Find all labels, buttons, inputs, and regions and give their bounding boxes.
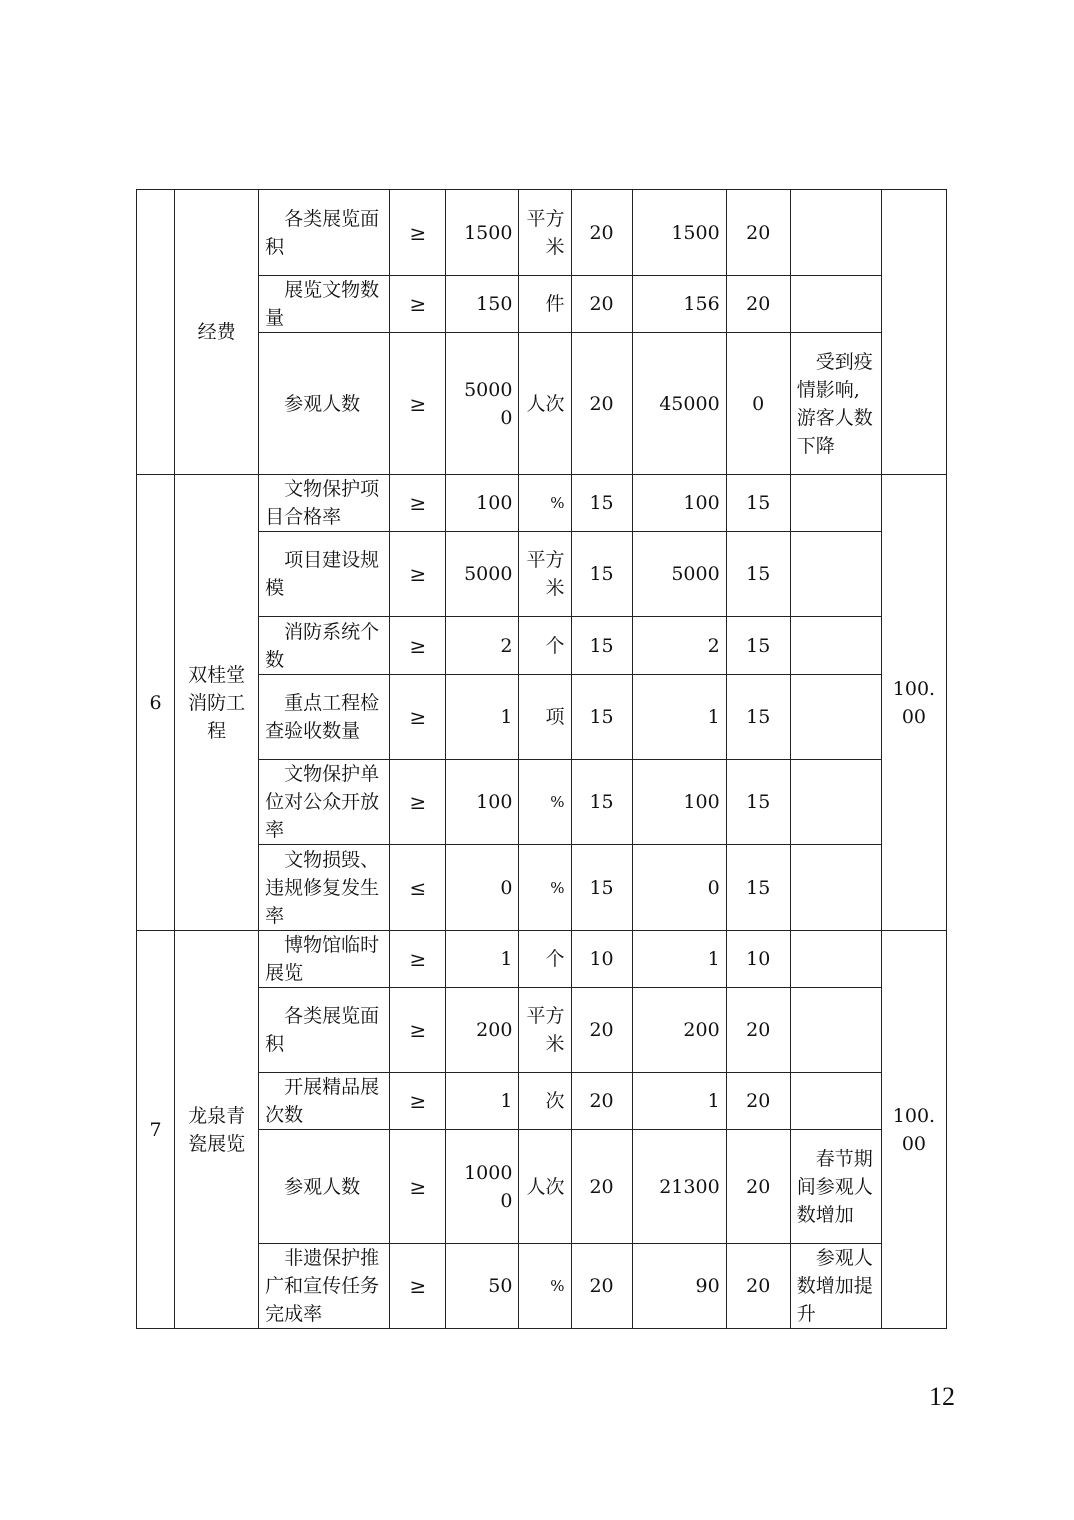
note-cell	[790, 1073, 881, 1130]
row-number-cell: 7	[137, 931, 175, 1329]
operator-cell: ≥	[390, 532, 446, 617]
unit-cell: 人次	[519, 333, 571, 475]
project-name-cell: 经费	[175, 190, 259, 475]
note-cell	[790, 988, 881, 1073]
row-number-cell	[137, 190, 175, 475]
score-cell: 20	[726, 190, 790, 276]
note-cell	[790, 845, 881, 931]
note-cell: 春节期间参观人数增加	[790, 1130, 881, 1244]
indicator-cell: 博物馆临时展览	[259, 931, 390, 988]
note-cell: 参观人数增加提升	[790, 1244, 881, 1329]
weight-cell: 20	[571, 988, 632, 1073]
score-cell: 15	[726, 675, 790, 760]
indicator-cell: 重点工程检查验收数量	[259, 675, 390, 760]
score-cell: 15	[726, 617, 790, 675]
indicator-cell: 项目建设规模	[259, 532, 390, 617]
table-row	[137, 988, 947, 1073]
score-cell: 15	[726, 845, 790, 931]
note-cell	[790, 617, 881, 675]
performance-table	[136, 189, 947, 1329]
total-score-cell: 100.00	[881, 931, 946, 1329]
unit-cell: 次	[519, 1073, 571, 1130]
target-cell: 100	[446, 760, 519, 845]
target-cell: 100	[446, 475, 519, 532]
weight-cell: 15	[571, 532, 632, 617]
actual-cell: 1	[632, 675, 726, 760]
table-row	[137, 845, 947, 931]
actual-cell: 1	[632, 1073, 726, 1130]
target-cell: 1	[446, 931, 519, 988]
indicator-cell: 参观人数	[259, 1130, 390, 1244]
target-cell: 1	[446, 1073, 519, 1130]
unit-cell: 个	[519, 617, 571, 675]
operator-cell: ≥	[390, 988, 446, 1073]
operator-cell: ≥	[390, 617, 446, 675]
note-cell	[790, 475, 881, 532]
weight-cell: 15	[571, 617, 632, 675]
weight-cell: 20	[571, 1244, 632, 1329]
score-cell: 20	[726, 1073, 790, 1130]
project-name-cell: 龙泉青瓷展览	[175, 931, 259, 1329]
indicator-cell: 各类展览面积	[259, 190, 390, 276]
total-score-cell: 100.00	[881, 475, 946, 931]
note-cell	[790, 760, 881, 845]
actual-cell: 100	[632, 760, 726, 845]
indicator-cell: 开展精品展次数	[259, 1073, 390, 1130]
operator-cell: ≥	[390, 1130, 446, 1244]
note-cell	[790, 931, 881, 988]
operator-cell: ≥	[390, 1244, 446, 1329]
table-row	[137, 1130, 947, 1244]
score-cell: 20	[726, 276, 790, 333]
target-cell: 0	[446, 845, 519, 931]
actual-cell: 1	[632, 931, 726, 988]
table-row	[137, 532, 947, 617]
target-cell: 1	[446, 675, 519, 760]
table-row	[137, 475, 947, 532]
weight-cell: 15	[571, 845, 632, 931]
indicator-cell: 非遗保护推广和宣传任务完成率	[259, 1244, 390, 1329]
operator-cell: ≥	[390, 190, 446, 276]
operator-cell: ≥	[390, 1073, 446, 1130]
note-cell: 受到疫情影响,游客人数下降	[790, 333, 881, 475]
actual-cell: 1500	[632, 190, 726, 276]
score-cell: 15	[726, 760, 790, 845]
table-row	[137, 675, 947, 760]
total-score-cell	[881, 190, 946, 475]
score-cell: 15	[726, 532, 790, 617]
table-row	[137, 1073, 947, 1130]
unit-cell: %	[519, 845, 571, 931]
note-cell	[790, 190, 881, 276]
weight-cell: 20	[571, 333, 632, 475]
operator-cell: ≥	[390, 276, 446, 333]
indicator-cell: 各类展览面积	[259, 988, 390, 1073]
table-row	[137, 760, 947, 845]
note-cell	[790, 532, 881, 617]
operator-cell: ≥	[390, 333, 446, 475]
actual-cell: 0	[632, 845, 726, 931]
weight-cell: 20	[571, 190, 632, 276]
indicator-cell: 文物保护项目合格率	[259, 475, 390, 532]
unit-cell: 项	[519, 675, 571, 760]
target-cell: 50	[446, 1244, 519, 1329]
weight-cell: 20	[571, 276, 632, 333]
unit-cell: 人次	[519, 1130, 571, 1244]
operator-cell: ≥	[390, 675, 446, 760]
note-cell	[790, 276, 881, 333]
unit-cell: 个	[519, 931, 571, 988]
indicator-cell: 展览文物数量	[259, 276, 390, 333]
table-row	[137, 931, 947, 988]
score-cell: 15	[726, 475, 790, 532]
weight-cell: 15	[571, 675, 632, 760]
actual-cell: 2	[632, 617, 726, 675]
target-cell: 10000	[446, 1130, 519, 1244]
operator-cell: ≥	[390, 475, 446, 532]
note-cell	[790, 675, 881, 760]
row-number-cell: 6	[137, 475, 175, 931]
actual-cell: 156	[632, 276, 726, 333]
target-cell: 50000	[446, 333, 519, 475]
table-row	[137, 1244, 947, 1329]
indicator-cell: 文物保护单位对公众开放率	[259, 760, 390, 845]
unit-cell: %	[519, 760, 571, 845]
unit-cell: 平方米	[519, 988, 571, 1073]
indicator-cell: 参观人数	[259, 333, 390, 475]
weight-cell: 10	[571, 931, 632, 988]
project-name-cell: 双桂堂消防工程	[175, 475, 259, 931]
operator-cell: ≥	[390, 931, 446, 988]
actual-cell: 45000	[632, 333, 726, 475]
indicator-cell: 文物损毁、违规修复发生率	[259, 845, 390, 931]
indicator-cell: 消防系统个数	[259, 617, 390, 675]
weight-cell: 15	[571, 475, 632, 532]
unit-cell: %	[519, 475, 571, 532]
actual-cell: 90	[632, 1244, 726, 1329]
actual-cell: 100	[632, 475, 726, 532]
weight-cell: 15	[571, 760, 632, 845]
actual-cell: 21300	[632, 1130, 726, 1244]
score-cell: 20	[726, 1244, 790, 1329]
target-cell: 200	[446, 988, 519, 1073]
score-cell: 20	[726, 988, 790, 1073]
table-row	[137, 617, 947, 675]
table-row	[137, 276, 947, 333]
table-row	[137, 333, 947, 475]
score-cell: 20	[726, 1130, 790, 1244]
unit-cell: 平方米	[519, 532, 571, 617]
target-cell: 5000	[446, 532, 519, 617]
table-row	[137, 190, 947, 276]
target-cell: 2	[446, 617, 519, 675]
target-cell: 1500	[446, 190, 519, 276]
score-cell: 0	[726, 333, 790, 475]
page-number: 12	[929, 1382, 955, 1411]
actual-cell: 5000	[632, 532, 726, 617]
unit-cell: 件	[519, 276, 571, 333]
target-cell: 150	[446, 276, 519, 333]
unit-cell: 平方米	[519, 190, 571, 276]
actual-cell: 200	[632, 988, 726, 1073]
operator-cell: ≤	[390, 845, 446, 931]
unit-cell: %	[519, 1244, 571, 1329]
score-cell: 10	[726, 931, 790, 988]
operator-cell: ≥	[390, 760, 446, 845]
weight-cell: 20	[571, 1073, 632, 1130]
weight-cell: 20	[571, 1130, 632, 1244]
